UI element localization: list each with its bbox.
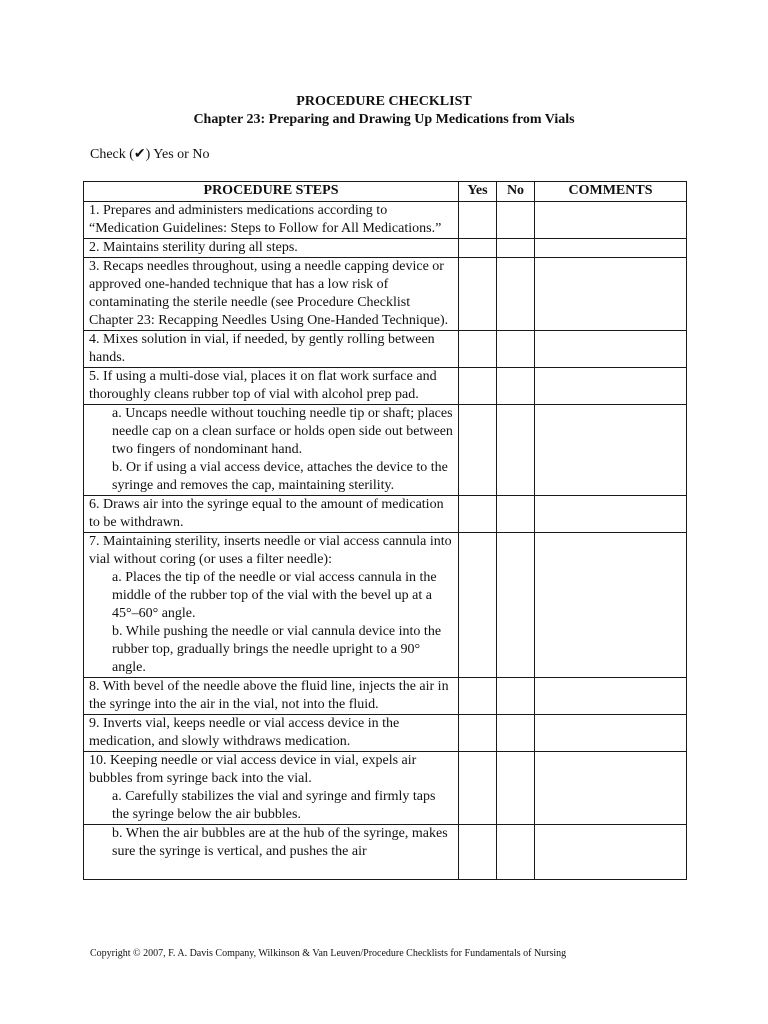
table-row	[84, 678, 687, 715]
comments-cell[interactable]	[535, 331, 687, 368]
procedure-checklist-table	[83, 181, 687, 880]
procedure-step-cell	[84, 258, 459, 331]
yes-checkbox-cell[interactable]	[459, 678, 497, 715]
table-header-row	[84, 182, 687, 202]
table-row	[84, 202, 687, 239]
yes-checkbox-cell[interactable]	[459, 496, 497, 533]
procedure-substep-text: a. Places the tip of the needle or vial access cannula in the middle of the rubber top of the vial with the bevel up at a 45°–60° angle.	[112, 570, 437, 621]
no-checkbox-cell[interactable]	[497, 752, 535, 825]
procedure-step-cell	[84, 533, 459, 678]
table-row	[84, 258, 687, 331]
procedure-step-cell	[84, 239, 459, 258]
table-row	[84, 239, 687, 258]
no-checkbox-cell[interactable]	[497, 331, 535, 368]
yes-checkbox-cell[interactable]	[459, 368, 497, 405]
procedure-step-cell	[84, 678, 459, 715]
checklist-title: PROCEDURE CHECKLIST	[296, 94, 472, 109]
comments-cell[interactable]	[535, 752, 687, 825]
procedure-substep-text: b. Or if using a vial access device, attaches the device to the syringe and removes the cap, maintaining sterility.	[112, 460, 448, 493]
procedure-substep-text: b. While pushing the needle or vial cannula device into the rubber top, gradually brings the needle upright to a 90° angle.	[112, 624, 442, 675]
comments-cell[interactable]	[535, 496, 687, 533]
yes-checkbox-cell[interactable]	[459, 752, 497, 825]
procedure-step-text: 4. Mixes solution in vial, if needed, by gently rolling between hands.	[89, 332, 435, 365]
yes-checkbox-cell[interactable]	[459, 825, 497, 880]
no-checkbox-cell[interactable]	[497, 825, 535, 880]
step-clip	[89, 825, 453, 879]
table-row	[84, 331, 687, 368]
yes-checkbox-cell[interactable]	[459, 331, 497, 368]
procedure-step-text: 10. Keeping needle or vial access device in vial, expels air bubbles from syringe back into the vial.	[89, 753, 417, 786]
procedure-substep-text: b. When the air bubbles are at the hub of the syringe, makes sure the syringe is vertical, and pushes the air	[112, 826, 448, 859]
no-checkbox-cell[interactable]	[497, 496, 535, 533]
procedure-step-cell	[84, 405, 459, 496]
procedure-substep-text: a. Uncaps needle without touching needle tip or shaft; places needle cap on a clean surface or holds open side out between two fingers of nondominant hand.	[112, 406, 453, 457]
procedure-step-text: 2. Maintains sterility during all steps.	[89, 240, 298, 255]
procedure-step-cell	[84, 496, 459, 533]
no-checkbox-cell[interactable]	[497, 678, 535, 715]
procedure-step-text: 7. Maintaining sterility, inserts needle or vial access cannula into vial without coring (or uses a filter needle):	[89, 534, 452, 567]
procedure-step-text: 1. Prepares and administers medications according to “Medication Guidelines: Steps to Follow for All Medications.”	[89, 203, 442, 236]
no-checkbox-cell[interactable]	[497, 405, 535, 496]
table-row	[84, 752, 687, 825]
comments-cell[interactable]	[535, 678, 687, 715]
procedure-step-text: 9. Inverts vial, keeps needle or vial access device in the medication, and slowly withdraws medication.	[89, 716, 400, 749]
checklist-body	[84, 202, 687, 880]
procedure-step-cell	[84, 331, 459, 368]
comments-cell[interactable]	[535, 239, 687, 258]
table-row	[84, 405, 687, 496]
no-checkbox-cell[interactable]	[497, 533, 535, 678]
yes-checkbox-cell[interactable]	[459, 405, 497, 496]
column-header-comments: COMMENTS	[535, 182, 687, 202]
comments-cell[interactable]	[535, 258, 687, 331]
comments-cell[interactable]	[535, 533, 687, 678]
no-checkbox-cell[interactable]	[497, 715, 535, 752]
table-row	[84, 533, 687, 678]
comments-cell[interactable]	[535, 715, 687, 752]
no-checkbox-cell[interactable]	[497, 258, 535, 331]
procedure-step-cell	[84, 202, 459, 239]
procedure-step-cell	[84, 825, 459, 880]
comments-cell[interactable]	[535, 405, 687, 496]
yes-checkbox-cell[interactable]	[459, 533, 497, 678]
comments-cell[interactable]	[535, 825, 687, 880]
comments-cell[interactable]	[535, 202, 687, 239]
column-header-no: No	[497, 182, 535, 202]
table-row	[84, 368, 687, 405]
procedure-step-text: 5. If using a multi-dose vial, places it on flat work surface and thoroughly cleans rubber top of vial with alcohol prep pad.	[89, 369, 437, 402]
table-row	[84, 825, 687, 880]
procedure-step-text: 3. Recaps needles throughout, using a needle capping device or approved one-handed technique that has a low risk of contaminating the sterile needle (see Procedure Checklist Chapter 23: Recapping Needles Using One-Handed Technique).	[89, 259, 449, 328]
yes-checkbox-cell[interactable]	[459, 239, 497, 258]
no-checkbox-cell[interactable]	[497, 239, 535, 258]
table-row	[84, 496, 687, 533]
yes-checkbox-cell[interactable]	[459, 202, 497, 239]
procedure-step-text: 6. Draws air into the syringe equal to the amount of medication to be withdrawn.	[89, 497, 444, 530]
procedure-step-text: 8. With bevel of the needle above the fluid line, injects the air in the syringe into the air in the vial, not into the fluid.	[89, 679, 449, 712]
no-checkbox-cell[interactable]	[497, 368, 535, 405]
column-header-yes: Yes	[459, 182, 497, 202]
no-checkbox-cell[interactable]	[497, 202, 535, 239]
copyright-footer: Copyright © 2007, F. A. Davis Company, Wilkinson & Van Leuven/Procedure Checklists for Fundamentals of Nursing	[90, 948, 567, 959]
chapter-subtitle: Chapter 23: Preparing and Drawing Up Medications from Vials	[193, 112, 575, 127]
table-row	[84, 715, 687, 752]
procedure-substep-text: a. Carefully stabilizes the vial and syringe and firmly taps the syringe below the air bubbles.	[112, 789, 436, 822]
yes-checkbox-cell[interactable]	[459, 258, 497, 331]
yes-checkbox-cell[interactable]	[459, 715, 497, 752]
comments-cell[interactable]	[535, 368, 687, 405]
check-instruction: Check (✔) Yes or No	[90, 147, 210, 162]
procedure-step-cell	[84, 752, 459, 825]
procedure-step-cell	[84, 368, 459, 405]
column-header-procedure-steps: PROCEDURE STEPS	[84, 182, 459, 202]
procedure-step-cell	[84, 715, 459, 752]
